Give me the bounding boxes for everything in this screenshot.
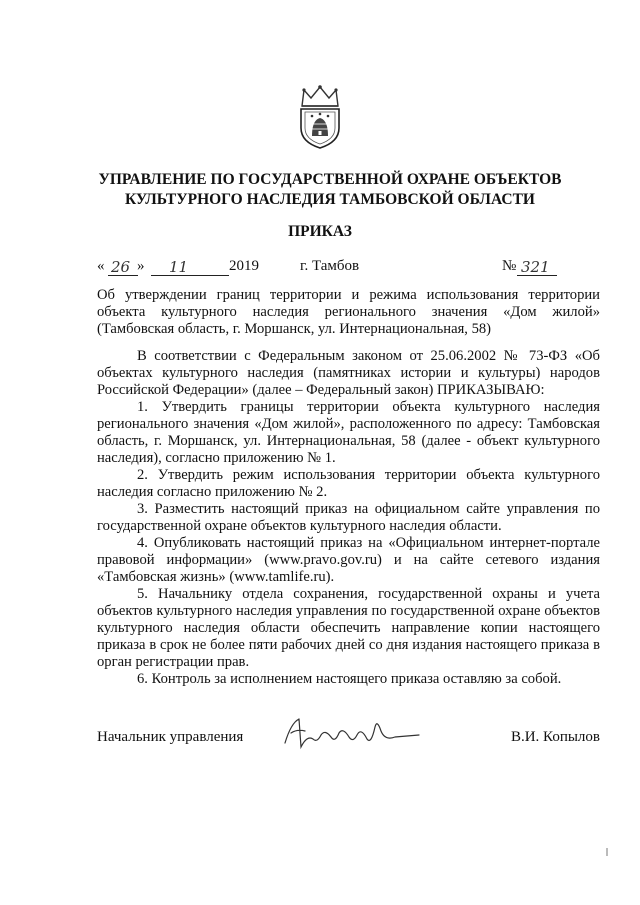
order-body <box>97 348 600 688</box>
order-item-6: 6. Контроль за исполнением настоящего приказа оставляю за собой. <box>137 671 562 687</box>
city-name: г. Тамбов <box>300 258 360 274</box>
organization-line-2: КУЛЬТУРНОГО НАСЛЕДИЯ ТАМБОВСКОЙ ОБЛАСТИ <box>125 191 535 208</box>
order-number: 321 <box>521 258 550 276</box>
preamble-paragraph: В соответствии с Федеральным законом от 25.06.2002 № 73-ФЗ «Об объектах культурного наследия (памятниках истории и культуры) народов Российской Федерации» (далее – Федеральный закон) ПРИКАЗЫВАЮ: <box>97 348 600 398</box>
order-subject: Об утверждении границ территории и режима использования территории объекта культурного наследия регионального значения «Дом жилой» (Тамбовская область, г. Моршанск, ул. Интернациональная, 58) <box>97 287 600 337</box>
signatory-position: Начальник управления <box>97 729 244 745</box>
date-open-quote: « <box>97 258 105 274</box>
signature-block <box>97 725 600 765</box>
date-day-underline <box>108 275 138 276</box>
order-number-underline <box>517 275 557 276</box>
date-month: 11 <box>169 258 189 276</box>
page-edge-mark <box>606 848 608 856</box>
handwritten-signature-icon <box>277 713 427 753</box>
order-item-3: 3. Разместить настоящий приказ на официальном сайте управления по государственной охране объектов культурного наследия области. <box>97 501 600 534</box>
document-type: ПРИКАЗ <box>288 223 352 240</box>
order-item-1: 1. Утвердить границы территории объекта культурного наследия регионального значения «Дом жилой», расположенного по адресу: Тамбовская область, г. Моршанск, ул. Интернациональная, 58 (далее - объект культурного наследия), согласно приложению № 1. <box>97 399 600 466</box>
tambov-coat-of-arms-icon <box>294 84 346 150</box>
date-close-quote: » <box>137 258 145 274</box>
date-month-underline <box>151 275 229 276</box>
date-year: 2019 <box>229 258 259 274</box>
order-item-5: 5. Начальнику отдела сохранения, государственной охраны и учета объектов культурного наследия управления по государственной охране объектов культурного наследия области обеспечить направление копии настоящего приказа в срок не более пяти рабочих дней со дня издания настоящего приказа в орган регистрации прав. <box>97 586 600 670</box>
signatory-name: В.И. Копылов <box>510 729 600 745</box>
organization-line-1: УПРАВЛЕНИЕ ПО ГОСУДАРСТВЕННОЙ ОХРАНЕ ОБЪЕКТОВ <box>98 171 562 188</box>
order-number-label: № <box>502 258 517 274</box>
date-day: 26 <box>111 258 131 276</box>
order-item-2: 2. Утвердить режим использования территории объекта культурного наследия согласно приложению № 2. <box>97 467 600 500</box>
dateline <box>97 256 557 280</box>
order-item-4: 4. Опубликовать настоящий приказ на «Официальном интернет-портале правовой информации» (www.pravo.gov.ru) и на сайте сетевого издания «Тамбовская жизнь» (www.tamlife.ru). <box>97 535 600 585</box>
organization-name <box>90 170 570 210</box>
